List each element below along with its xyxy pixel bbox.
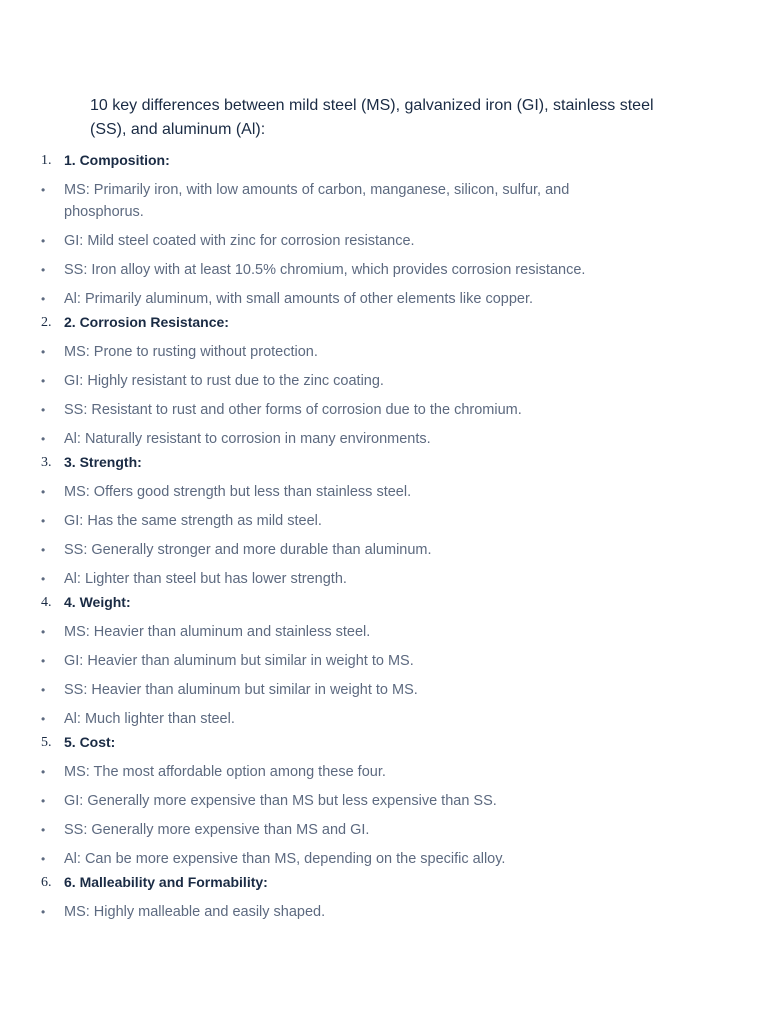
list-item xyxy=(0,848,768,870)
list-item-text: SS: Heavier than aluminum but similar in weight to MS. xyxy=(64,682,418,698)
list-number: 2. xyxy=(41,315,52,330)
list-number: 5. xyxy=(41,735,52,750)
section-malleability xyxy=(0,872,768,923)
list-item-text: Al: Naturally resistant to corrosion in many environments. xyxy=(64,431,431,447)
bullet-icon: • xyxy=(41,403,46,417)
bullet-icon: • xyxy=(41,514,46,528)
list-item xyxy=(0,179,768,223)
list-item xyxy=(0,288,768,310)
bullet-icon: • xyxy=(41,183,46,197)
list-item-text: Al: Can be more expensive than MS, depending on the specific alloy. xyxy=(64,851,506,867)
list-item xyxy=(0,399,768,421)
bullet-icon: • xyxy=(41,543,46,557)
bullet-icon: • xyxy=(41,823,46,837)
section-cost xyxy=(0,732,768,870)
numbered-list xyxy=(0,148,768,923)
bullet-icon: • xyxy=(41,234,46,248)
list-item xyxy=(0,621,768,643)
bullet-icon: • xyxy=(41,263,46,277)
list-item-text: MS: Primarily iron, with low amounts of carbon, manganese, silicon, sulfur, and phosphorus. xyxy=(64,182,570,220)
bullet-icon: • xyxy=(41,572,46,586)
section-title: 1. Composition: xyxy=(64,152,170,168)
list-item-text: MS: Prone to rusting without protection. xyxy=(64,344,318,360)
bullet-list xyxy=(0,481,768,590)
list-item xyxy=(0,679,768,701)
list-item xyxy=(0,341,768,363)
section-title: 2. Corrosion Resistance: xyxy=(64,314,229,330)
section-heading xyxy=(0,732,768,754)
list-item-text: SS: Generally stronger and more durable than aluminum. xyxy=(64,542,432,558)
list-item-text: MS: The most affordable option among these four. xyxy=(64,764,386,780)
bullet-icon: • xyxy=(41,625,46,639)
list-number: 4. xyxy=(41,595,52,610)
bullet-icon: • xyxy=(41,292,46,306)
section-heading xyxy=(0,592,768,614)
list-item-text: GI: Generally more expensive than MS but less expensive than SS. xyxy=(64,793,497,809)
section-heading xyxy=(0,312,768,334)
bullet-icon: • xyxy=(41,374,46,388)
section-heading xyxy=(0,452,768,474)
list-item xyxy=(0,568,768,590)
section-composition xyxy=(0,150,768,310)
bullet-icon: • xyxy=(41,432,46,446)
list-number: 6. xyxy=(41,875,52,890)
list-item xyxy=(0,761,768,783)
list-item-text: GI: Mild steel coated with zinc for corrosion resistance. xyxy=(64,233,415,249)
bullet-icon: • xyxy=(41,852,46,866)
list-item xyxy=(0,819,768,841)
list-item xyxy=(0,790,768,812)
intro-paragraph: 10 key differences between mild steel (MS), galvanized iron (GI), stainless steel (SS), and aluminum (Al): xyxy=(90,97,654,138)
bullet-list xyxy=(0,901,768,923)
list-number: 3. xyxy=(41,455,52,470)
bullet-icon: • xyxy=(41,905,46,919)
bullet-icon: • xyxy=(41,683,46,697)
list-item-text: MS: Heavier than aluminum and stainless steel. xyxy=(64,624,371,640)
bullet-icon: • xyxy=(41,485,46,499)
list-item-text: GI: Highly resistant to rust due to the zinc coating. xyxy=(64,373,384,389)
bullet-list xyxy=(0,341,768,450)
section-title: 4. Weight: xyxy=(64,594,131,610)
bullet-icon: • xyxy=(41,654,46,668)
list-item xyxy=(0,539,768,561)
list-item xyxy=(0,901,768,923)
section-corrosion-resistance xyxy=(0,312,768,450)
list-item xyxy=(0,650,768,672)
bullet-icon: • xyxy=(41,712,46,726)
list-item xyxy=(0,230,768,252)
list-item-text: SS: Iron alloy with at least 10.5% chromium, which provides corrosion resistance. xyxy=(64,262,586,278)
list-number: 1. xyxy=(41,153,52,168)
section-heading xyxy=(0,872,768,894)
bullet-list xyxy=(0,179,768,310)
section-title: 6. Malleability and Formability: xyxy=(64,874,268,890)
bullet-list xyxy=(0,761,768,870)
list-item-text: SS: Resistant to rust and other forms of corrosion due to the chromium. xyxy=(64,402,522,418)
list-item-text: Al: Primarily aluminum, with small amounts of other elements like copper. xyxy=(64,291,534,307)
bullet-icon: • xyxy=(41,794,46,808)
section-title: 5. Cost: xyxy=(64,734,116,750)
list-item xyxy=(0,510,768,532)
list-item-text: MS: Offers good strength but less than stainless steel. xyxy=(64,484,412,500)
list-item-text: GI: Has the same strength as mild steel. xyxy=(64,513,322,529)
section-title: 3. Strength: xyxy=(64,454,142,470)
list-item xyxy=(0,259,768,281)
list-item-text: MS: Highly malleable and easily shaped. xyxy=(64,904,326,920)
list-item xyxy=(0,708,768,730)
list-item-text: SS: Generally more expensive than MS and GI. xyxy=(64,822,370,838)
list-item xyxy=(0,428,768,450)
list-item xyxy=(0,481,768,503)
list-item-text: Al: Lighter than steel but has lower strength. xyxy=(64,571,347,587)
list-item xyxy=(0,370,768,392)
list-item-text: Al: Much lighter than steel. xyxy=(64,711,235,727)
bullet-list xyxy=(0,621,768,730)
bullet-icon: • xyxy=(41,345,46,359)
section-heading xyxy=(0,150,768,172)
bullet-icon: • xyxy=(41,765,46,779)
section-strength xyxy=(0,452,768,590)
list-item-text: GI: Heavier than aluminum but similar in weight to MS. xyxy=(64,653,414,669)
section-weight xyxy=(0,592,768,730)
